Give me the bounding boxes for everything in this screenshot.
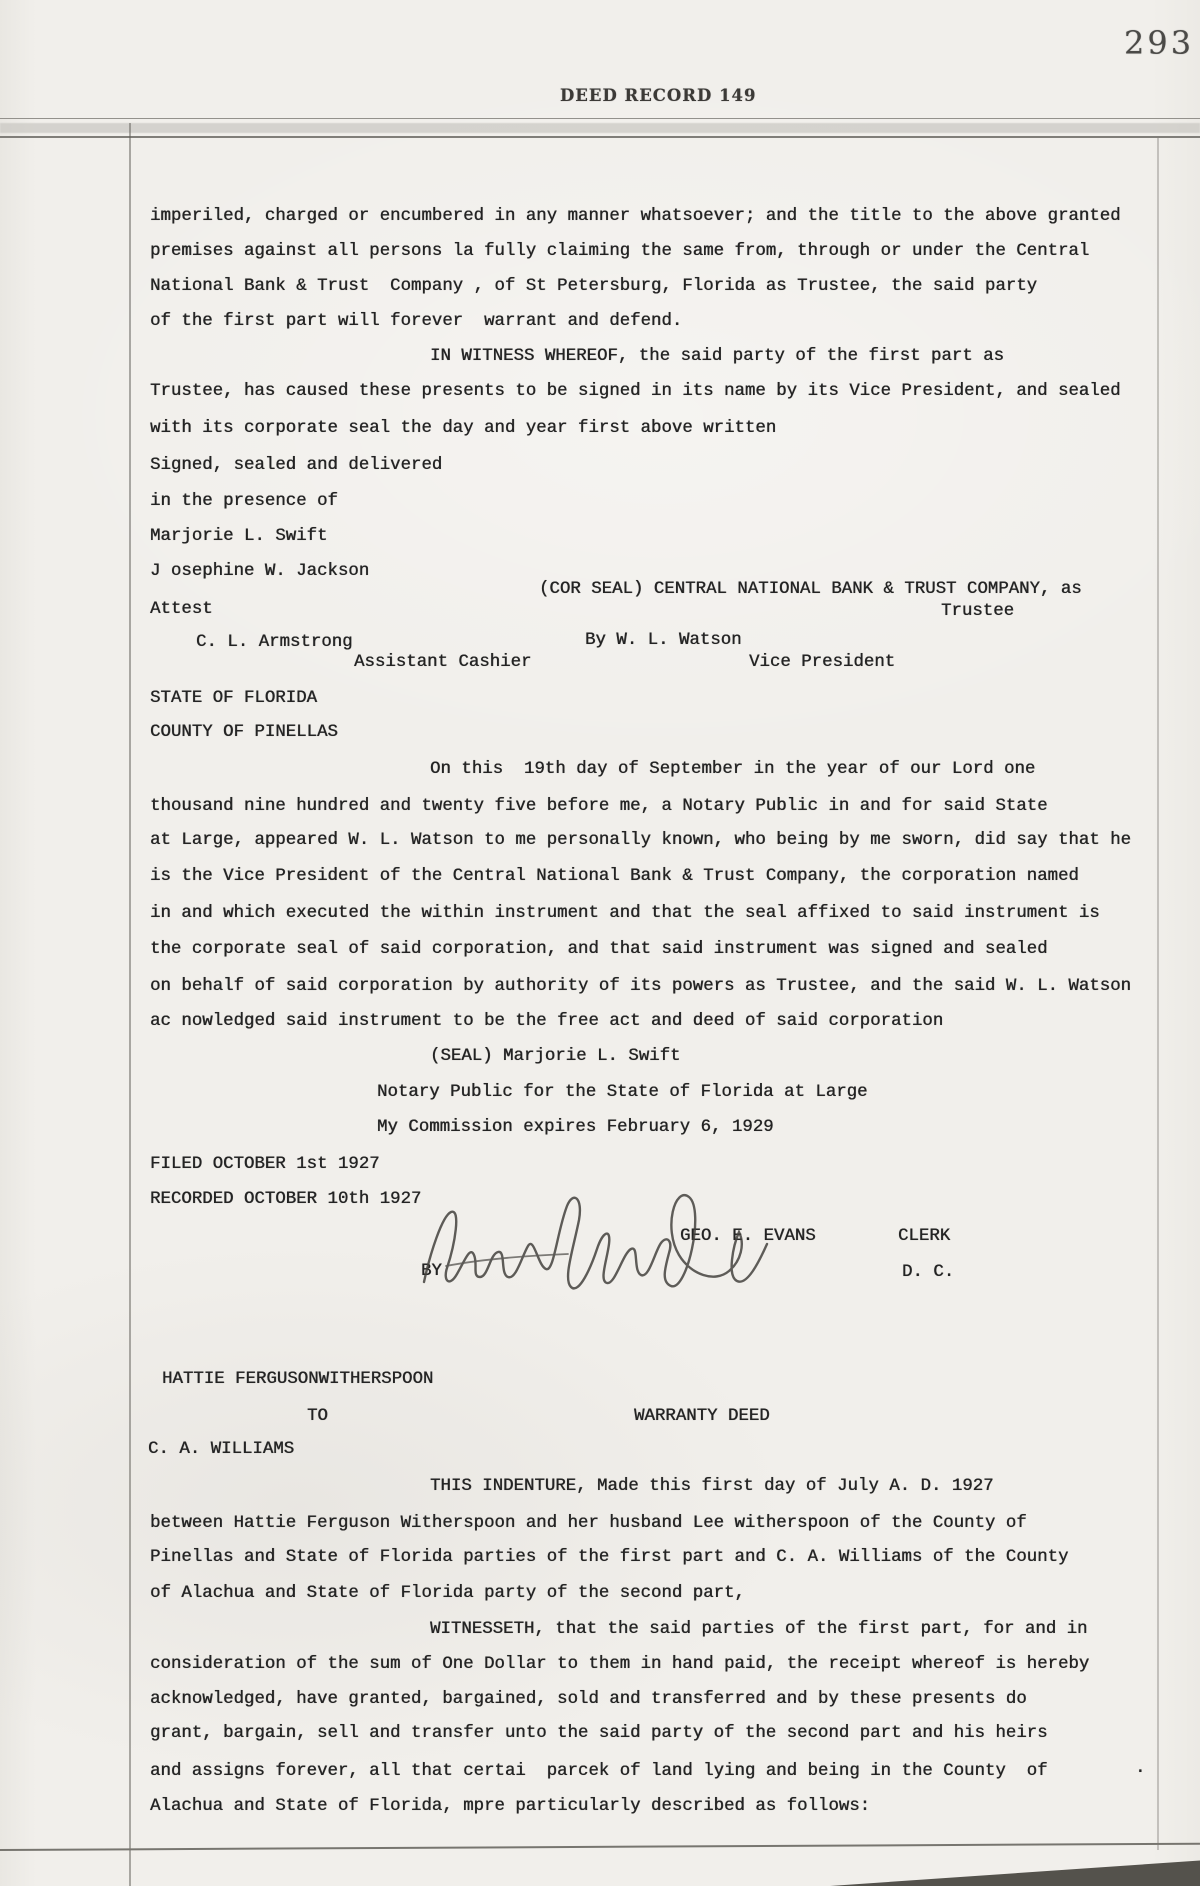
stray-ink-mark: . bbox=[1135, 1759, 1146, 1778]
to-label: TO bbox=[307, 1407, 328, 1426]
signer-title: Vice President bbox=[749, 653, 896, 672]
county-line: COUNTY OF PINELLAS bbox=[150, 723, 338, 742]
notary-line: ac nowledged said instrument to be the free act and deed of said corporation bbox=[150, 1012, 944, 1031]
typewritten-line: in the presence of bbox=[150, 492, 338, 511]
typewritten-line: grant, bargain, sell and transfer unto the said party of the second part and his heirs bbox=[150, 1724, 1048, 1743]
typewritten-line: and assigns forever, all that certai parcek of land lying and being in the County of bbox=[150, 1762, 1048, 1781]
notary-line: the corporate seal of said corporation, and that said instrument was signed and sealed bbox=[150, 940, 1048, 959]
typewritten-line: Trustee, has caused these presents to be signed in its name by its Vice President, and sealed bbox=[150, 382, 1121, 401]
indenture-line: THIS INDENTURE, Made this first day of July A. D. 1927 bbox=[430, 1477, 994, 1496]
typewritten-line: National Bank & Trust Company , of St Petersburg, Florida as Trustee, the said party bbox=[150, 277, 1038, 296]
clerk-title: CLERK bbox=[898, 1227, 951, 1246]
typewritten-line: of the first part will forever warrant and defend. bbox=[150, 312, 683, 331]
typewritten-line: Signed, sealed and delivered bbox=[150, 456, 443, 475]
cashier-title: Assistant Cashier bbox=[354, 653, 532, 672]
notary-title-line: Notary Public for the State of Florida at Large bbox=[377, 1083, 868, 1102]
typewritten-line: Pinellas and State of Florida parties of the first part and C. A. Williams of the County bbox=[150, 1548, 1069, 1567]
instrument-type: WARRANTY DEED bbox=[634, 1407, 770, 1426]
typewritten-line: Alachua and State of Florida, mpre particularly described as follows: bbox=[150, 1797, 871, 1816]
notary-line: on behalf of said corporation by authority of its powers as Trustee, and the said W. L. Watson bbox=[150, 977, 1131, 996]
bottom-page-rule bbox=[0, 1843, 1200, 1851]
cashier-name: C. L. Armstrong bbox=[196, 633, 353, 652]
typewritten-line: consideration of the sum of One Dollar to them in hand paid, the receipt whereof is hereby bbox=[150, 1655, 1090, 1674]
next-page-edge bbox=[830, 1856, 1200, 1886]
grantor-name: HATTIE FERGUSONWITHERSPOON bbox=[162, 1370, 434, 1389]
typewritten-line: between Hattie Ferguson Witherspoon and her husband Lee witherspoon of the County of bbox=[150, 1514, 1027, 1533]
notary-line: thousand nine hundred and twenty five before me, a Notary Public in and for said State bbox=[150, 797, 1048, 816]
notary-line: is the Vice President of the Central National Bank & Trust Company, the corporation named bbox=[150, 867, 1079, 886]
notary-line: On this 19th day of September in the year of our Lord one bbox=[430, 760, 1036, 779]
witness-name: Marjorie L. Swift bbox=[150, 527, 328, 546]
signer-name: By W. L. Watson bbox=[585, 631, 742, 650]
filed-line: FILED OCTOBER 1st 1927 bbox=[150, 1155, 380, 1174]
witness-name: J osephine W. Jackson bbox=[150, 562, 370, 581]
deputy-clerk-initials: D. C. bbox=[902, 1263, 955, 1282]
witnesseth-line: WITNESSETH, that the said parties of the first part, for and in bbox=[430, 1620, 1088, 1639]
clerk-name: GEO. E. EVANS bbox=[680, 1227, 816, 1246]
notary-seal-line: (SEAL) Marjorie L. Swift bbox=[430, 1047, 681, 1066]
attest-label: Attest bbox=[150, 600, 213, 619]
grantee-name: C. A. WILLIAMS bbox=[148, 1440, 295, 1459]
typewritten-line: imperiled, charged or encumbered in any manner whatsoever; and the title to the above granted bbox=[150, 207, 1121, 226]
recorded-line: RECORDED OCTOBER 10th 1927 bbox=[150, 1190, 422, 1209]
corporate-seal-line: (COR SEAL) CENTRAL NATIONAL BANK & TRUST COMPANY, as bbox=[539, 580, 1082, 599]
right-margin-rule bbox=[1157, 138, 1159, 1850]
left-margin-rule bbox=[129, 123, 131, 1886]
header-rule-thin bbox=[0, 118, 1200, 119]
commission-line: My Commission expires February 6, 1929 bbox=[377, 1118, 774, 1137]
typewritten-line: premises against all persons la fully claiming the same from, through or under the Central bbox=[150, 242, 1090, 261]
notary-line: in and which executed the within instrument and that the seal affixed to said instrument is bbox=[150, 904, 1100, 923]
clerk-signature bbox=[418, 1182, 788, 1312]
page-number: 293 bbox=[1124, 24, 1195, 62]
witness-clause-line: IN WITNESS WHEREOF, the said party of the first part as bbox=[430, 347, 1004, 366]
notary-line: at Large, appeared W. L. Watson to me personally known, who being by me sworn, did say that he bbox=[150, 831, 1131, 850]
by-label: BY bbox=[421, 1262, 442, 1281]
trustee-label: Trustee bbox=[941, 602, 1015, 621]
typewritten-line: of Alachua and State of Florida party of the second part, bbox=[150, 1584, 745, 1603]
header-rule-band bbox=[0, 123, 1200, 133]
header-rule-dark bbox=[0, 136, 1200, 138]
state-line: STATE OF FLORIDA bbox=[150, 689, 317, 708]
book-header: DEED RECORD 149 bbox=[560, 86, 757, 105]
typewritten-line: with its corporate seal the day and year first above written bbox=[150, 419, 777, 438]
typewritten-line: acknowledged, have granted, bargained, sold and transferred and by these presents do bbox=[150, 1690, 1027, 1709]
